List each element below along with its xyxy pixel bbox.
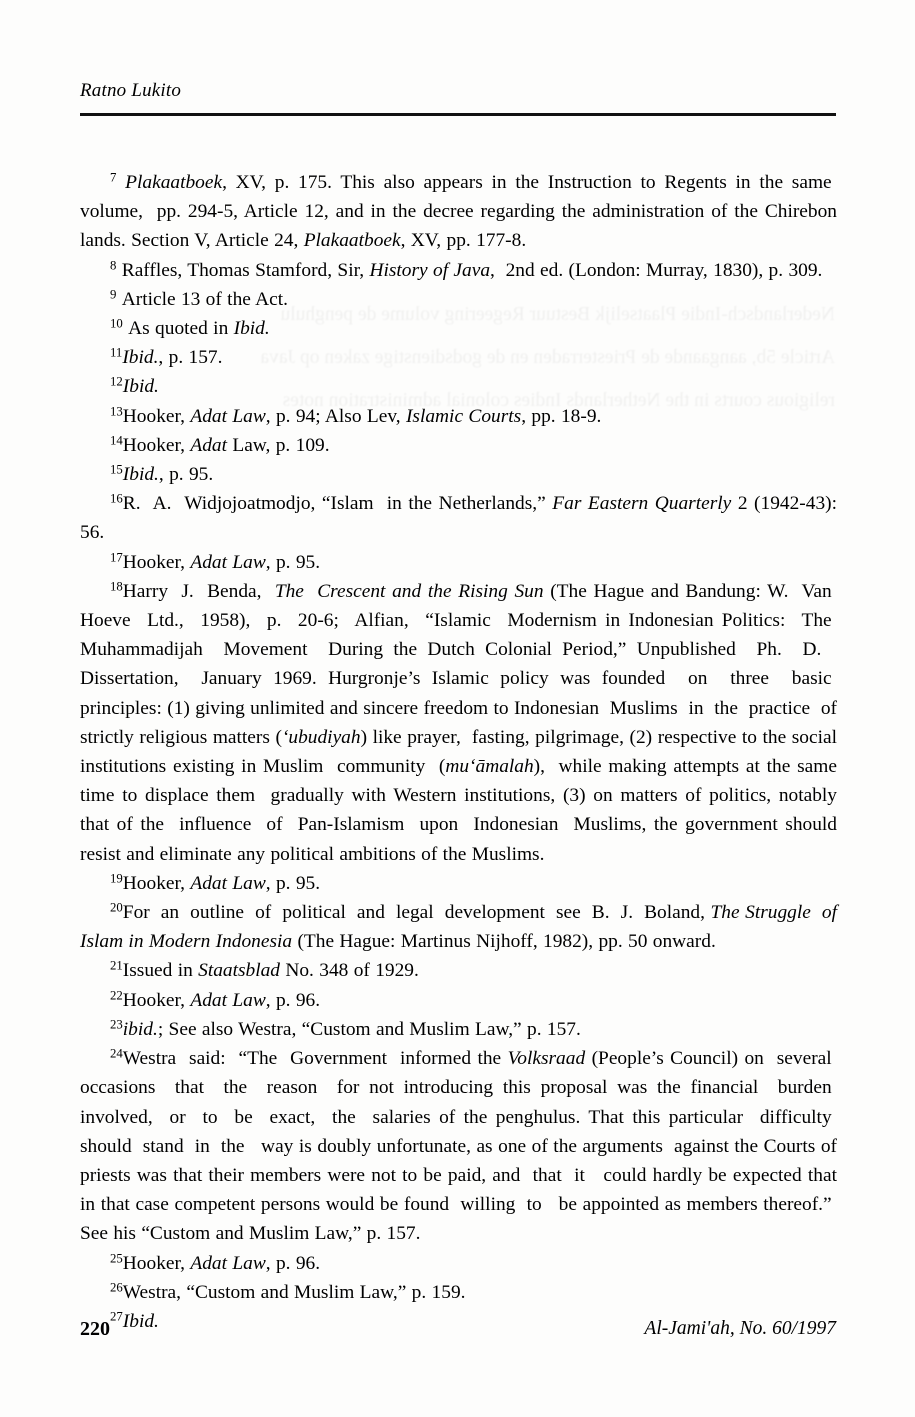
footnote-text: Westra said: “The Government informed the Volksraad (People’s Council) on several occasions that the reason for not introducing this proposal was the financial burden involved, or to be exact, the salaries of the penghulus. That this particular difficulty should stand in the way is doubly unfortunate, as one of the arguments against the Courts of priests was that their members were not to be paid, and that it could hardly be expected that in that case competent persons would be found willing to be appointed as members thereof.” See his “Custom and Muslim Law,” p. 157.: [80, 1048, 837, 1245]
footnote-7: [80, 168, 837, 256]
footnote-marker: 19: [110, 871, 123, 886]
footnote-marker: 24: [110, 1046, 123, 1061]
footnote-17: [80, 548, 837, 577]
footnote-text: Hooker, Adat Law, p. 96.: [122, 1252, 321, 1274]
footnote-text: Harry J. Benda, The Crescent and the Rising Sun (The Hague and Bandung: W. Van Hoeve Ltd., 1958), p. 20-6; Alfian, “Islamic Modernism in Indonesian Politics: The Muhammadijah Movement During the Dutch Colonial Period,” Unpublished Ph. D. Dissertation, January 1969. Hurgronje’s Islamic policy was founded on three basic principles: (1) giving unlimited and sincere freedom to Indonesian Muslims in the practice of strictly religious matters (‘ubudiyah) like prayer, fasting, pilgrimage, (2) respective to the social institutions existing in Muslim community (mu‘āmalah), while making attempts at the same time to displace them gradually with Western institutions, (3) on matters of politics, notably that of the influence of Pan-Islamism upon Indonesian Muslims, the government should resist and eliminate any political ambitions of the Muslims.: [80, 580, 838, 865]
footnote-21: [80, 956, 837, 985]
footnote-18: [80, 577, 837, 869]
footnote-16: [80, 489, 837, 547]
page-number: 220: [80, 1318, 110, 1340]
header-rule: [80, 113, 836, 116]
ghost-line: religious courts in the Netherlands Indies colonial administration notes: [282, 390, 835, 411]
running-head: Ratno Lukito: [80, 80, 182, 101]
footnote-marker: 7: [110, 170, 117, 185]
footnote-text: Ibid., p. 95.: [122, 464, 214, 486]
footnote-marker: 8: [110, 257, 117, 272]
footnote-marker: 16: [110, 491, 123, 506]
footnote-marker: 21: [110, 958, 123, 973]
footnote-text: Hooker, Adat Law, p. 94; Also Lev, Islamic Courts, pp. 18-9.: [122, 405, 602, 427]
footnote-marker: 26: [110, 1280, 123, 1295]
footnote-marker: 27: [110, 1309, 123, 1324]
footnote-text: Raffles, Thomas Stamford, Sir, History of Java, 2nd ed. (London: Murray, 1830), p. 309.: [121, 259, 823, 281]
journal-citation: Al-Jami'ah, No. 60/1997: [644, 1318, 836, 1339]
footnote-text: Ibid.: [122, 376, 159, 398]
footnote-text: R. A. Widjojoatmodjo, “Islam in the Netherlands,” Far Eastern Quarterly 2 (1942-43): 56.: [80, 493, 837, 544]
footnote-marker: 9: [110, 287, 117, 302]
footnote-text: Westra, “Custom and Muslim Law,” p. 159.: [122, 1281, 466, 1303]
footnote-11: [80, 343, 837, 372]
footnote-marker: 20: [110, 900, 123, 915]
footnote-10: [80, 314, 837, 343]
footnote-22: [80, 986, 837, 1015]
footnote-text: Article 13 of the Act.: [121, 288, 288, 310]
footnote-text: Hooker, Adat Law, p. 95.: [122, 872, 321, 894]
footnote-15: [80, 460, 837, 489]
footnote-23: [80, 1015, 837, 1044]
footnote-12: [80, 372, 837, 401]
footnote-marker: 15: [110, 462, 123, 477]
footnote-24: [80, 1044, 837, 1248]
footnote-14: [80, 431, 837, 460]
footnote-text: As quoted in Ibid.: [128, 318, 270, 340]
footnote-text: Issued in Staatsblad No. 348 of 1929.: [122, 960, 419, 982]
footnote-marker: 18: [110, 579, 123, 594]
footnote-text: Hooker, Adat Law, p. 109.: [122, 434, 330, 456]
footnote-marker: 23: [110, 1017, 123, 1032]
footnote-text: ibid.; See also Westra, “Custom and Muslim Law,” p. 157.: [122, 1018, 581, 1040]
footnote-marker: 14: [110, 433, 123, 448]
footnote-25: [80, 1249, 837, 1278]
footnote-text: Ibid.: [122, 1310, 159, 1332]
footnote-8: [80, 256, 837, 285]
footnote-marker: 13: [110, 403, 123, 418]
footnote-marker: 12: [110, 374, 123, 389]
footnote-marker: 11: [110, 345, 123, 360]
footnote-20: [80, 898, 837, 956]
ghost-line: Nederlandsch-Indie Plaatselijk Bestuur Regeering volume de penghulu: [280, 304, 835, 325]
footnote-text: Ibid., p. 157.: [122, 347, 223, 369]
footnotes-list: [80, 168, 837, 1336]
footnote-text: Plakaatboek, XV, p. 175. This also appears in the Instruction to Regents in the same volume, pp. 294-5, Article 12, and in the decree regarding the administration of the Chirebon lands. Section V, Article 24, Plakaatboek, XV, pp. 177-8.: [80, 172, 837, 252]
footnote-marker: 22: [110, 988, 123, 1003]
footnote-text: Hooker, Adat Law, p. 96.: [122, 989, 321, 1011]
footnote-text: For an outline of political and legal development see B. J. Boland, The Struggle of Islam in Modern Indonesia (The Hague: Martinus Nijhoff, 1982), pp. 50 onward.: [80, 902, 837, 953]
footnote-26: [80, 1278, 837, 1307]
ghost-line: Article 5b, aangaande de Priesterraden en de godsdienstige zaken op Java: [260, 347, 835, 368]
footnote-marker: 17: [110, 549, 123, 564]
footnote-marker: 25: [110, 1250, 123, 1265]
footnote-9: [80, 285, 837, 314]
footnote-text: Hooker, Adat Law, p. 95.: [122, 551, 321, 573]
footnote-19: [80, 869, 837, 898]
footnote-marker: 10: [110, 316, 123, 331]
footnote-13: [80, 402, 837, 431]
